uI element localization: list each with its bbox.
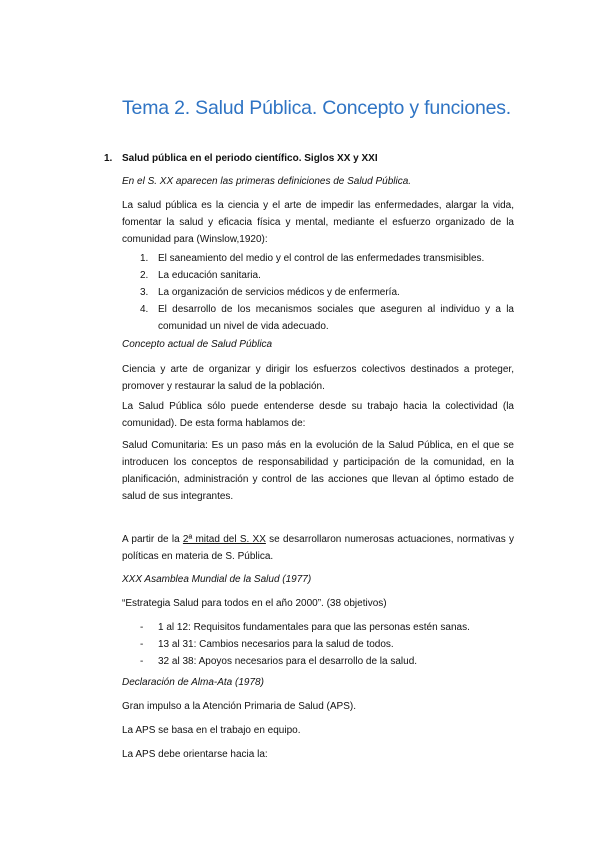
aps-impulse: Gran impulso a la Atención Primaria de Salud (APS). xyxy=(122,701,356,712)
section-heading xyxy=(104,153,378,164)
alma-ata-heading: Declaración de Alma-Ata (1978) xyxy=(122,677,264,688)
list-item: 4. El desarrollo de los mecanismos sociales que aseguren al individuo y a la comunidad un nivel de vida adecuado. xyxy=(140,304,514,332)
intro-italic: En el S. XX aparecen las primeras definiciones de Salud Pública. xyxy=(122,176,412,187)
strategy-text: “Estrategia Salud para todos en el año 2000”. (38 objetivos) xyxy=(122,598,387,609)
section-heading-text: Salud pública en el periodo científico. Siglos XX y XXI xyxy=(122,153,378,164)
second-half-paragraph: A partir de la 2ª mitad del S. XX se desarrollaron numerosas actuaciones, normativas y políticas en materia de S. Pública. xyxy=(122,534,515,562)
collective-paragraph: La Salud Pública sólo puede entenderse desde su trabajo hacia la colectividad (la comunidad). De esta forma hablamos de: xyxy=(122,401,514,429)
numbered-list xyxy=(140,250,514,335)
community-paragraph: Salud Comunitaria: Es un paso más en la evolución de la Salud Pública, en el que se introducen los conceptos de responsabilidad y participación de la comunidad, en la planificación, administración y control de las acciones que llevan al óptimo estado de salud de sus integrantes. xyxy=(122,440,514,502)
list-item: - 32 al 38: Apoyos necesarios para el desarrollo de la salud. xyxy=(140,656,418,667)
list-item: - 13 al 31: Cambios necesarios para la salud de todos. xyxy=(140,639,394,650)
aps-team: La APS se basa en el trabajo en equipo. xyxy=(122,725,301,736)
underlined-period: 2ª mitad del S. XX xyxy=(182,534,266,545)
list-item: 2. La educación sanitaria. xyxy=(140,270,261,281)
list-item: 3. La organización de servicios médicos y de enfermería. xyxy=(140,287,400,298)
section-number: 1. xyxy=(104,153,113,164)
concept-paragraph: Ciencia y arte de organizar y dirigir los esfuerzos colectivos destinados a proteger, promover y restaurar la salud de la población. xyxy=(122,364,514,392)
definition-paragraph: La salud pública es la ciencia y el arte de impedir las enfermedades, alargar la vida, fomentar la salud y eficacia física y mental, mediante el esfuerzo organizado de la comunidad para (Winslow,1920): xyxy=(122,200,514,245)
objectives-list xyxy=(140,619,514,670)
document-title: Tema 2. Salud Pública. Concepto y funciones. xyxy=(122,97,512,119)
aps-orient: La APS debe orientarse hacia la: xyxy=(122,749,268,760)
list-item: - 1 al 12: Requisitos fundamentales para que las personas estén sanas. xyxy=(140,622,470,633)
assembly-heading: XXX Asamblea Mundial de la Salud (1977) xyxy=(122,574,312,585)
concept-heading: Concepto actual de Salud Pública xyxy=(122,339,273,350)
list-item: 1. El saneamiento del medio y el control de las enfermedades transmisibles. xyxy=(140,253,485,264)
